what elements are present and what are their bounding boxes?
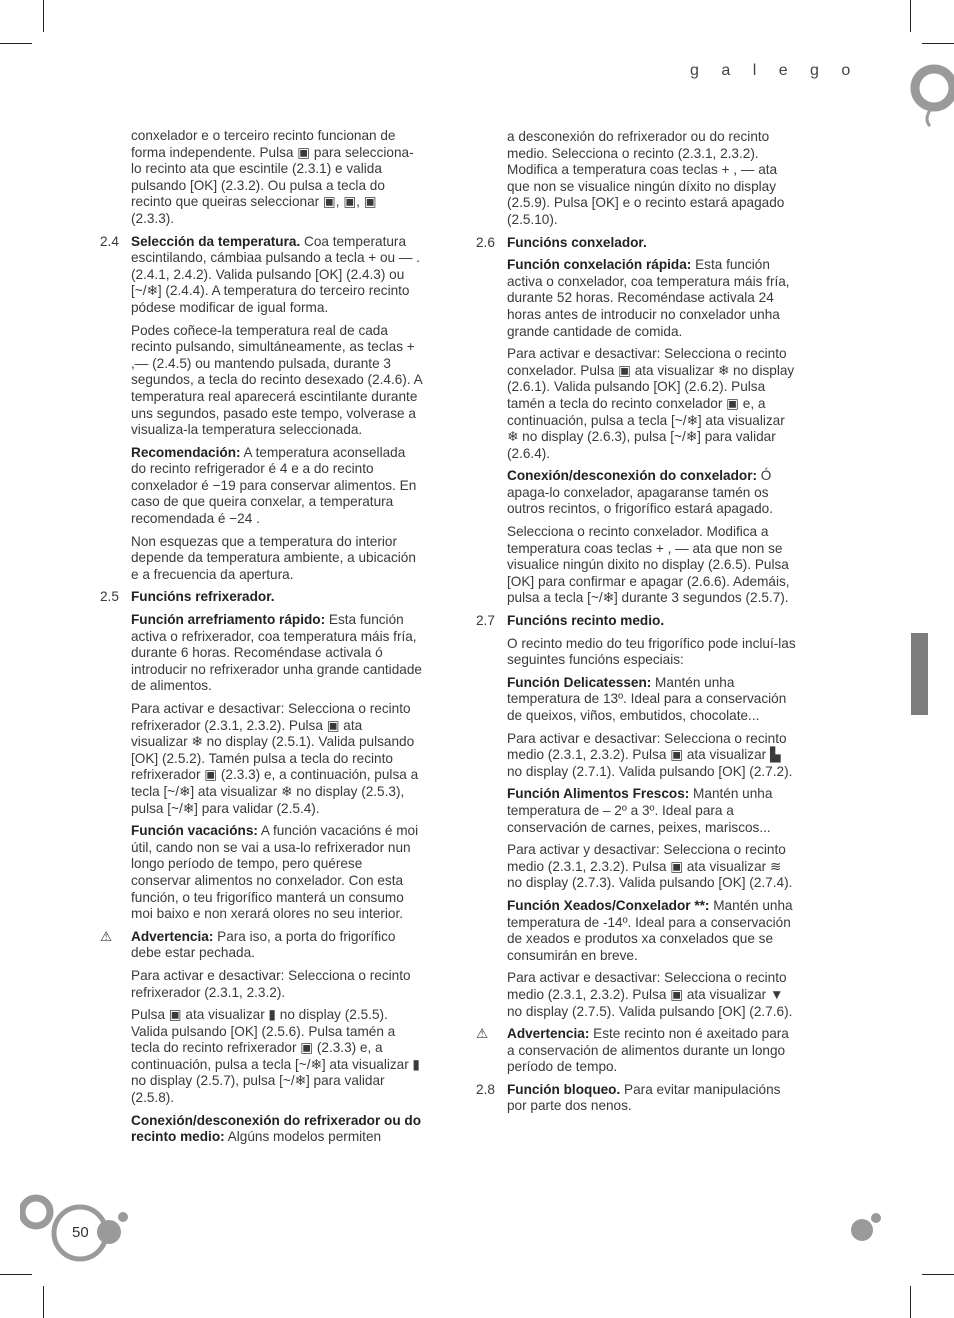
paragraph-text: Selecciona o recinto conxelador. Modifica a temperatura coas teclas + , — ata que non se visualice ningún dixito no display (2.6.5). Pulsa [OK] para confirmar e apagar (2.6.6). Ademáis, pulsa a tecla [~/❄] durante 3 segundos (2.5.7). (507, 524, 790, 606)
paragraph (476, 636, 798, 669)
paragraph-heading: Advertencia: (507, 1026, 590, 1042)
paragraph (476, 257, 798, 340)
section-2-6 (476, 235, 798, 252)
paragraph-text: conxelador e o terceiro recinto funcionan de forma independente. Pulsa ▣ para selecciona-lo recinto ata que escintile (2.3.1) e valida pulsando [OK] (2.3.2). Ou pulsa a tecla do recinto que queiras seleccionar ▣, ▣, ▣ (2.3.3). (131, 128, 414, 226)
paragraph-heading: Recomendación: (131, 444, 241, 460)
crop-mark (910, 0, 911, 32)
paragraph (100, 1007, 422, 1107)
section-heading: Funcións conxelador. (507, 234, 647, 250)
paragraph-text: Non esquezas que a temperatura do interior depende da temperatura ambiente, a ubicación e a frecuencia da apertura. (131, 533, 416, 582)
paragraph-text: Esta función activa o conxelador, coa temperatura máis fría, durante 52 horas. Recoméndase activala 24 horas antes de introducir no conxelador unha grande cantidade de comida. (507, 257, 790, 339)
paragraph-text: Para activar e desactivar: Selecciona o recinto medio (2.3.1, 2.3.2). Pulsa ▣ ata visualizar ▙ no display (2.7.1). Valida pulsando [OK] (2.7.2). (507, 730, 793, 779)
paragraph-text: Mantén unha temperatura de – 2º a 3º. Ideal para a conservación de carnes, peixes, mariscos... (507, 786, 773, 835)
section-2-8 (476, 1082, 798, 1115)
paragraph-text: Para activar y desactivar: Selecciona o recinto medio (2.3.1, 2.3.2). Pulsa ▣ ata visualizar ≋ no display (2.7.3). Valida pulsando [OK] (2.7.4). (507, 842, 793, 891)
paragraph-heading: Función Delicatessen: (507, 674, 652, 690)
paragraph-text: Para iso, a porta do frigorífico debe estar pechada. (131, 928, 396, 961)
paragraph-text: a desconexión do refrixerador ou do recinto medio. Selecciona o recinto (2.3.1, 2.3.2). Modifica a temperatura coas teclas + , — ata que non se visualice ningún díxito no display (2.5.9). Pulsa [OK] e o recinto estará apagado (2.5.10). (507, 129, 785, 227)
section-number: 2.5 (100, 589, 119, 605)
paragraph (100, 534, 422, 584)
paragraph-text: Esta función activa o refrixerador, coa temperatura máis fría, durante 6 horas. Recoméndase activala ó introducir no refrixerador unha grande cantidade de alimentos. (131, 612, 422, 694)
paragraph (476, 675, 798, 725)
paragraph (476, 970, 798, 1020)
paragraph (100, 968, 422, 1001)
paragraph-text: Para evitar manipulacións por parte dos nenos. (507, 1081, 781, 1114)
warning-paragraph (476, 1026, 798, 1076)
section-2-4 (100, 234, 422, 317)
paragraph-text: Podes coñece-la temperatura real de cada recinto pulsando, simultáneamente, as teclas + ,— (2.4.5) ou mantendo pulsada, durante 3 segundos, a tecla do recinto desexado (2.4.6). A temperatura real aparecerá escintilante durante uns segundos, pasado este tempo, volverase a visualiza-la temperatura seleccionada. (131, 322, 422, 438)
section-tab (911, 633, 928, 715)
language-label: g a l e g o (690, 62, 860, 79)
paragraph-text: Para activar e desactivar: Selecciona o recinto medio (2.3.1, 2.3.2). Pulsa ▣ ata visualizar ▼ no display (2.7.5). Valida pulsando [OK] (2.7.6). (507, 970, 793, 1019)
section-heading: Funcións recinto medio. (507, 613, 665, 629)
crop-mark (43, 0, 44, 32)
crop-mark (922, 43, 954, 44)
brand-circles-bottom-right-icon (846, 1208, 886, 1248)
warning-icon: ⚠ (100, 928, 113, 944)
paragraph-text: Coa temperatura escintilando, cámbiaa pulsando a tecla + ou — . (2.4.1, 2.4.2). Valida pulsando [OK] (2.4.3) ou [~/❄] (2.4.4). A temperatura do terceiro recinto pódese modificar de igual forma. (131, 233, 421, 315)
section-number: 2.4 (100, 233, 119, 249)
section-number: 2.7 (476, 613, 495, 629)
brand-circle-top-icon (900, 62, 954, 132)
paragraph-text: Para activar e desactivar: Selecciona o recinto conxelador. Pulsa ▣ ata visualizar ❄ no display (2.6.1). Valida pulsando [OK] (2.6.2). Pulsa tamén a tecla do recinto conxelador ▣ e, a continuación, pulsa a tecla [~/❄] ata visualizar ❄ no display (2.6.3), pulsa [~/❄] para validar (2.6.4). (507, 346, 795, 461)
section-2-7 (476, 613, 798, 630)
paragraph (100, 701, 422, 817)
left-column (100, 128, 422, 1152)
paragraph-text: O recinto medio do teu frigorífico pode incluí-las seguintes funcións especiais: (507, 635, 796, 668)
paragraph (476, 842, 798, 892)
paragraph (100, 323, 422, 439)
paragraph-heading: Función Alimentos Frescos: (507, 786, 690, 802)
paragraph-text: Pulsa ▣ ata visualizar ▮ no display (2.5.5). Valida pulsando [OK] (2.5.6). Pulsa tamén a tecla do recinto refrixerador ▣ (2.3.3) e, a continuación, pulsa a tecla [~/❄] ata visualizar ▮ no display (2.5.7), pulsa [~/❄] para validar (2.5.8). (131, 1007, 421, 1106)
section-2-5 (100, 589, 422, 606)
crop-mark (922, 1274, 954, 1275)
section-heading: Función bloqueo. (507, 1081, 621, 1097)
paragraph (476, 468, 798, 518)
paragraph-text: Mantén unha temperatura de 13º. Ideal para a conservación de queixos, viños, embutidos, chocolate... (507, 674, 787, 723)
crop-mark (0, 1274, 32, 1275)
paragraph-text: Mantén unha temperatura de -14º. Ideal para a conservación de xeados e produtos xa conxelados que se consumirán en breve. (507, 897, 793, 963)
page-number: 50 (72, 1224, 89, 1241)
section-number: 2.8 (476, 1081, 495, 1097)
paragraph (100, 445, 422, 528)
warning-paragraph (100, 929, 422, 962)
paragraph-heading: Conexión/desconexión do conxelador: (507, 468, 758, 484)
crop-mark (43, 1286, 44, 1318)
crop-mark (0, 43, 32, 44)
paragraph (476, 898, 798, 964)
paragraph (100, 1113, 422, 1146)
paragraph-text: Algúns modelos permiten (224, 1129, 382, 1145)
section-heading: Selección da temperatura. (131, 233, 301, 249)
paragraph (476, 129, 798, 229)
paragraph-text: Para activar e desactivar: Selecciona o recinto refrixerador (2.3.1, 2.3.2). (131, 967, 411, 1000)
paragraph (476, 346, 798, 462)
paragraph-heading: Función conxelación rápida: (507, 257, 692, 273)
crop-mark (910, 1286, 911, 1318)
section-number: 2.6 (476, 234, 495, 250)
paragraph-text: A función vacacións é moi útil, cando non se vai a usa-lo refrixerador nun longo período de tempo, pero quérese conservar alimentos no conxelador. Con esta función, o teu frigorífico manterá un consumo moi baixo e non xerará olores no seu interior. (131, 823, 419, 922)
paragraph-heading: Conexión/desconexión do refrixerador ou do recinto medio: (131, 1112, 422, 1145)
warning-icon: ⚠ (476, 1026, 489, 1042)
paragraph-heading: Función arrefriamento rápido: (131, 612, 326, 628)
paragraph-text: Ó apaga-lo conxelador, apagaranse tamén os outros recintos, o frigorífico estará apagado. (507, 468, 773, 517)
paragraph-heading: Función Xeados/Conxelador **: (507, 897, 710, 913)
paragraph (476, 731, 798, 781)
paragraph (100, 128, 422, 228)
paragraph-text: Este recinto non é axeitado para a conservación de alimentos durante un longo período de tempo. (507, 1026, 789, 1075)
paragraph (476, 786, 798, 836)
paragraph-heading: Advertencia: (131, 928, 214, 944)
paragraph (100, 612, 422, 695)
paragraph (476, 524, 798, 607)
paragraph-heading: Función vacacións: (131, 823, 258, 839)
right-column (476, 129, 798, 1121)
paragraph-text: Para activar e desactivar: Selecciona o recinto refrixerador (2.3.1, 2.3.2). Pulsa ▣ ata visualizar ❄ no display (2.5.1). Valida pulsando [OK] (2.5.2). Tamén pulsa a tecla do recinto refrixerador ▣ (2.3.3) e, a continuación, pulsa a tecla [~/❄] ata visualizar ❄ no display (2.5.3), pulsa [~/❄] para validar (2.5.4). (131, 701, 419, 816)
section-heading: Funcións refrixerador. (131, 589, 275, 605)
paragraph-text: A temperatura aconsellada do recinto refrigerador é 4 e a do recinto conxelador é −19 para conservar alimentos. En caso de que queira conxelar, a temperatura recomendada é −24 . (131, 444, 417, 527)
paragraph (100, 823, 422, 923)
